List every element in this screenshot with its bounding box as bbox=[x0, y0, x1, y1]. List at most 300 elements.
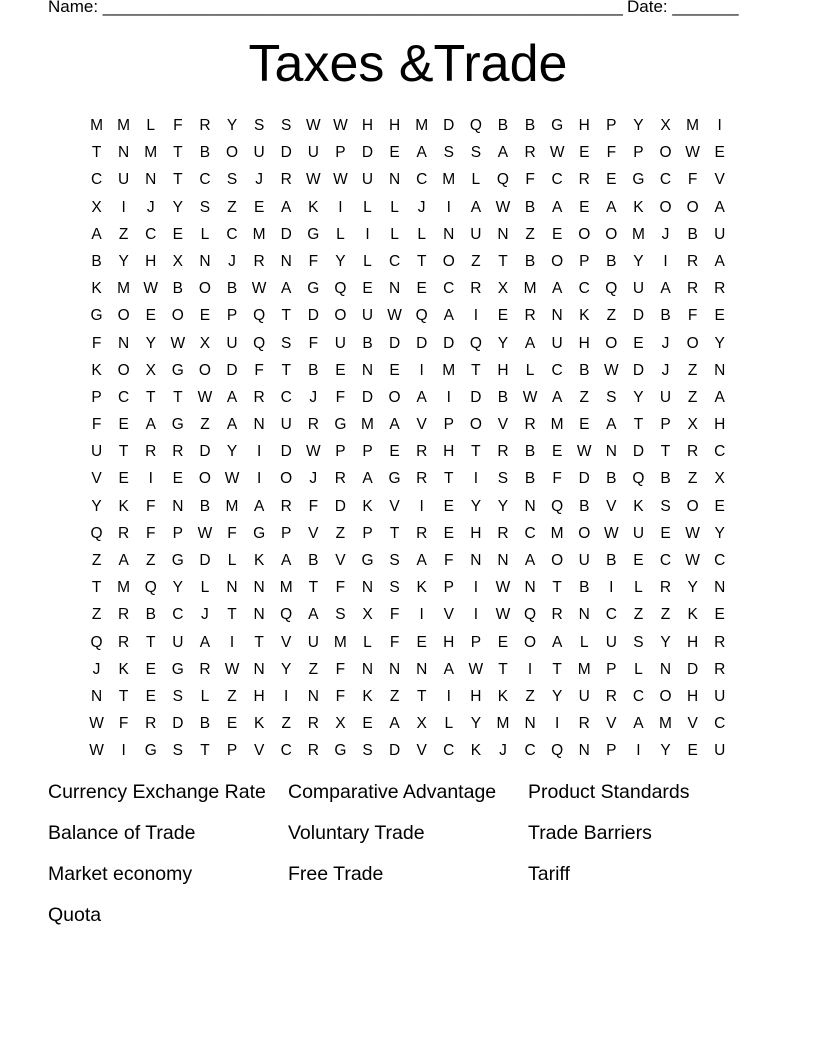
grid-letter: A bbox=[606, 416, 617, 434]
grid-letter: V bbox=[281, 633, 292, 651]
grid-letter: B bbox=[606, 252, 617, 270]
grid-letter: G bbox=[632, 171, 645, 189]
grid-letter: G bbox=[334, 416, 347, 434]
grid-letter: A bbox=[606, 198, 617, 216]
grid-letter: I bbox=[121, 198, 126, 216]
grid-letter: D bbox=[470, 388, 482, 406]
grid-letter: M bbox=[659, 715, 672, 733]
grid-letter: W bbox=[495, 606, 511, 624]
grid-letter: W bbox=[604, 524, 619, 542]
grid-letter: I bbox=[473, 470, 479, 488]
grid-letter: B bbox=[579, 361, 590, 379]
grid-letter: B bbox=[660, 470, 671, 488]
grid-letter: A bbox=[443, 307, 454, 325]
grid-letter: D bbox=[361, 144, 374, 162]
grid-letter: W bbox=[468, 660, 484, 678]
grid-letter: K bbox=[91, 361, 102, 379]
grid-letter: R bbox=[497, 443, 509, 461]
grid-letter: T bbox=[200, 742, 210, 760]
grid-letter: F bbox=[308, 252, 319, 270]
grid-letter: P bbox=[606, 660, 617, 678]
grid-letter: F bbox=[389, 633, 400, 651]
grid-letter: F bbox=[444, 552, 454, 569]
grid-letter: W bbox=[89, 742, 104, 760]
grid-letter: Q bbox=[551, 742, 564, 760]
grid-letter: K bbox=[118, 497, 129, 515]
grid-letter: M bbox=[361, 416, 374, 434]
grid-letter: Y bbox=[470, 497, 482, 515]
grid-letter: I bbox=[717, 117, 722, 134]
grid-letter: M bbox=[90, 117, 103, 134]
grid-letter: C bbox=[199, 171, 211, 189]
grid-letter: F bbox=[606, 144, 617, 162]
grid-letter: F bbox=[308, 334, 319, 352]
grid-letter: A bbox=[308, 606, 319, 624]
grid-letter: D bbox=[687, 660, 699, 678]
grid-letter: L bbox=[146, 117, 156, 134]
grid-letter: Z bbox=[118, 225, 129, 243]
grid-letter: Z bbox=[146, 552, 156, 569]
grid-letter: E bbox=[660, 524, 671, 542]
grid-letter: A bbox=[551, 280, 563, 298]
grid-letter: H bbox=[443, 443, 455, 461]
word-bank bbox=[48, 780, 768, 944]
grid-letter: M bbox=[415, 117, 429, 134]
grid-letter: Q bbox=[334, 280, 347, 298]
grid-letter: C bbox=[578, 280, 590, 298]
grid-letter: O bbox=[280, 470, 293, 488]
grid-letter: L bbox=[579, 633, 589, 651]
grid-letter: M bbox=[117, 280, 131, 298]
grid-letter: D bbox=[443, 117, 455, 134]
grid-letter: O bbox=[551, 552, 564, 569]
grid-letter: R bbox=[687, 443, 699, 461]
grid-letter: S bbox=[497, 470, 509, 488]
grid-letter: X bbox=[335, 715, 346, 733]
grid-letter: R bbox=[416, 524, 428, 542]
grid-letter: G bbox=[144, 742, 157, 760]
grid-letter: R bbox=[118, 524, 130, 542]
grid-letter: I bbox=[636, 742, 641, 760]
grid-letter: Y bbox=[118, 252, 129, 270]
grid-letter: Z bbox=[200, 416, 210, 434]
grid-letter: R bbox=[307, 416, 319, 434]
grid-letter: J bbox=[92, 660, 101, 678]
grid-letter: F bbox=[552, 470, 562, 488]
grid-letter: G bbox=[388, 470, 401, 488]
grid-letter: N bbox=[578, 742, 590, 760]
grid-letter: Q bbox=[280, 606, 293, 624]
grid-letter: D bbox=[199, 552, 211, 569]
grid-letter: E bbox=[633, 334, 644, 352]
grid-letter: A bbox=[389, 715, 400, 733]
grid-letter: B bbox=[308, 361, 319, 379]
grid-letter: Z bbox=[579, 388, 589, 406]
grid-letter: I bbox=[419, 606, 424, 624]
grid-letter: Y bbox=[226, 117, 238, 134]
grid-letter: I bbox=[229, 633, 235, 651]
grid-letter: B bbox=[497, 388, 509, 406]
grid-letter: I bbox=[609, 579, 614, 597]
grid-letter: U bbox=[551, 334, 563, 352]
grid-letter: K bbox=[579, 307, 590, 325]
grid-letter: J bbox=[661, 334, 670, 352]
grid-letter: S bbox=[470, 144, 482, 162]
word-bank-item: Market economy bbox=[48, 863, 193, 885]
grid-letter: A bbox=[91, 225, 102, 243]
grid-letter: H bbox=[687, 633, 699, 651]
grid-letter: X bbox=[497, 280, 509, 298]
grid-letter: H bbox=[443, 633, 455, 651]
grid-letter: P bbox=[172, 524, 183, 542]
grid-letter: B bbox=[606, 552, 617, 569]
grid-letter: B bbox=[226, 280, 238, 298]
grid-letter: N bbox=[361, 660, 374, 678]
grid-letter: G bbox=[551, 117, 564, 134]
grid-letter: E bbox=[145, 307, 156, 325]
grid-letter: T bbox=[389, 524, 400, 542]
grid-letter: C bbox=[632, 687, 645, 705]
grid-letter: W bbox=[495, 198, 511, 216]
grid-letter: A bbox=[551, 198, 563, 216]
grid-letter: L bbox=[363, 252, 372, 270]
grid-letter: W bbox=[576, 443, 592, 461]
grid-letter: F bbox=[308, 497, 319, 515]
grid-letter: L bbox=[227, 552, 237, 569]
grid-letter: E bbox=[579, 198, 590, 216]
grid-letter: T bbox=[227, 606, 237, 624]
grid-letter: R bbox=[687, 252, 699, 270]
grid-letter: T bbox=[281, 361, 291, 379]
grid-letter: A bbox=[551, 633, 563, 651]
grid-letter: R bbox=[659, 579, 672, 597]
page-title: Taxes &Trade bbox=[248, 35, 568, 93]
grid-letter: H bbox=[253, 687, 265, 705]
grid-letter: K bbox=[633, 497, 644, 515]
grid-letter: L bbox=[336, 225, 345, 243]
grid-letter: R bbox=[714, 633, 726, 651]
grid-letter: E bbox=[714, 606, 725, 624]
grid-letter: T bbox=[552, 579, 562, 597]
grid-letter: S bbox=[633, 633, 644, 651]
grid-letter: I bbox=[148, 470, 153, 488]
grid-letter: A bbox=[226, 416, 238, 434]
grid-letter: E bbox=[714, 497, 725, 515]
grid-letter: E bbox=[389, 144, 400, 162]
grid-letter: V bbox=[714, 171, 725, 189]
grid-letter: R bbox=[118, 633, 130, 651]
grid-letter: M bbox=[550, 524, 564, 542]
grid-letter: Y bbox=[687, 579, 698, 597]
grid-letter: C bbox=[280, 742, 292, 760]
grid-letter: V bbox=[416, 742, 427, 760]
grid-letter: C bbox=[551, 171, 563, 189]
grid-letter: F bbox=[173, 117, 183, 134]
grid-letter: R bbox=[307, 742, 319, 760]
grid-letter: B bbox=[524, 252, 536, 270]
grid-letter: N bbox=[497, 552, 509, 569]
word-bank-item: Comparative Advantage bbox=[288, 781, 497, 803]
grid-letter: T bbox=[146, 633, 156, 651]
grid-letter: B bbox=[497, 117, 509, 134]
grid-letter: Y bbox=[172, 198, 183, 216]
grid-letter: S bbox=[281, 117, 292, 134]
grid-letter: N bbox=[524, 715, 536, 733]
grid-letter: M bbox=[686, 117, 700, 134]
grid-letter: Z bbox=[227, 198, 237, 216]
grid-letter: T bbox=[91, 144, 102, 162]
grid-letter: Y bbox=[660, 742, 671, 760]
grid-letter: V bbox=[253, 742, 265, 760]
grid-letter: Q bbox=[90, 633, 103, 651]
grid-letter: S bbox=[226, 171, 238, 189]
grid-letter: C bbox=[714, 443, 726, 461]
grid-letter: B bbox=[660, 307, 671, 325]
grid-letter: A bbox=[281, 552, 292, 569]
grid-letter: B bbox=[524, 443, 536, 461]
word-bank-item: Quota bbox=[48, 904, 102, 926]
grid-letter: R bbox=[524, 144, 536, 162]
grid-letter: I bbox=[256, 470, 262, 488]
grid-letter: R bbox=[551, 606, 563, 624]
grid-letter: W bbox=[197, 524, 213, 542]
grid-letter: S bbox=[443, 144, 454, 162]
grid-letter: U bbox=[659, 388, 672, 406]
grid-letter: O bbox=[686, 198, 699, 216]
grid-letter: U bbox=[307, 633, 319, 651]
grid-letter: V bbox=[91, 470, 102, 488]
grid-letter: F bbox=[335, 579, 346, 597]
grid-letter: C bbox=[118, 388, 130, 406]
grid-letter: S bbox=[389, 579, 400, 597]
grid-letter: R bbox=[118, 606, 130, 624]
grid-letter: K bbox=[253, 552, 265, 569]
grid-letter: T bbox=[552, 660, 562, 678]
grid-letter: R bbox=[280, 171, 292, 189]
grid-letter: V bbox=[443, 606, 454, 624]
grid-letter: E bbox=[389, 361, 400, 379]
grid-letter: K bbox=[362, 497, 373, 515]
grid-letter: N bbox=[226, 579, 238, 597]
grid-letter: X bbox=[416, 715, 427, 733]
grid-letter: W bbox=[224, 470, 240, 488]
grid-letter: G bbox=[171, 552, 184, 569]
grid-letter: N bbox=[280, 252, 292, 270]
grid-letter: R bbox=[334, 470, 346, 488]
grid-letter: A bbox=[362, 470, 373, 488]
grid-letter: I bbox=[473, 606, 479, 624]
grid-letter: Z bbox=[281, 715, 291, 733]
grid-letter: Y bbox=[335, 252, 346, 270]
grid-letter: A bbox=[714, 252, 725, 270]
grid-letter: D bbox=[334, 497, 346, 515]
grid-letter: E bbox=[497, 307, 509, 325]
grid-letter: N bbox=[714, 361, 726, 379]
grid-letter: N bbox=[253, 579, 265, 597]
grid-letter: Y bbox=[145, 334, 156, 352]
grid-letter: J bbox=[309, 470, 318, 488]
grid-letter: T bbox=[281, 307, 291, 325]
grid-letter: T bbox=[173, 171, 183, 189]
grid-letter: N bbox=[443, 225, 455, 243]
word-bank-item: Balance of Trade bbox=[48, 822, 196, 844]
grid-letter: P bbox=[362, 524, 373, 542]
grid-letter: O bbox=[171, 307, 184, 325]
grid-letter: D bbox=[578, 470, 590, 488]
grid-letter: C bbox=[443, 280, 455, 298]
grid-letter: U bbox=[118, 171, 130, 189]
grid-letter: U bbox=[578, 687, 590, 705]
grid-letter: M bbox=[550, 416, 564, 434]
grid-letter: O bbox=[388, 388, 401, 406]
grid-letter: V bbox=[389, 497, 400, 515]
grid-letter: N bbox=[199, 252, 211, 270]
grid-letter: I bbox=[446, 687, 451, 705]
grid-letter: I bbox=[527, 660, 533, 678]
grid-letter: D bbox=[307, 307, 319, 325]
grid-letter: N bbox=[605, 443, 617, 461]
grid-letter: Y bbox=[714, 334, 725, 352]
grid-letter: U bbox=[714, 225, 726, 243]
grid-letter: C bbox=[714, 552, 726, 569]
grid-letter: N bbox=[524, 579, 536, 597]
grid-letter: Q bbox=[415, 307, 428, 325]
grid-letter: K bbox=[416, 579, 427, 597]
grid-letter: R bbox=[145, 715, 157, 733]
grid-letter: R bbox=[578, 171, 590, 189]
grid-letter: T bbox=[416, 252, 427, 270]
grid-letter: X bbox=[687, 416, 698, 434]
grid-letter: O bbox=[198, 361, 211, 379]
word-bank-item: Trade Barriers bbox=[528, 822, 652, 844]
grid-letter: K bbox=[91, 280, 102, 298]
grid-letter: Y bbox=[633, 252, 644, 270]
grid-letter: Y bbox=[281, 660, 292, 678]
grid-letter: U bbox=[361, 307, 374, 325]
grid-letter: D bbox=[388, 742, 401, 760]
grid-letter: O bbox=[442, 252, 455, 270]
grid-letter: T bbox=[146, 388, 156, 406]
grid-letter: C bbox=[388, 252, 401, 270]
grid-letter: U bbox=[632, 280, 645, 298]
grid-letter: N bbox=[578, 606, 590, 624]
grid-letter: Z bbox=[91, 606, 102, 624]
grid-letter: S bbox=[660, 497, 671, 515]
grid-letter: K bbox=[308, 198, 319, 216]
grid-letter: U bbox=[307, 144, 319, 162]
grid-letter: R bbox=[470, 280, 482, 298]
word-search-grid bbox=[83, 112, 733, 765]
grid-letter: G bbox=[307, 280, 320, 298]
grid-letter: Z bbox=[471, 252, 481, 270]
grid-letter: I bbox=[554, 715, 560, 733]
grid-letter: E bbox=[579, 144, 590, 162]
grid-letter: C bbox=[416, 171, 428, 189]
grid-letter: L bbox=[444, 715, 454, 733]
grid-letter: P bbox=[226, 307, 238, 325]
grid-letter: B bbox=[579, 497, 590, 515]
grid-letter: N bbox=[118, 334, 130, 352]
grid-letter: R bbox=[605, 687, 617, 705]
grid-letter: L bbox=[200, 687, 210, 705]
grid-letter: O bbox=[225, 144, 239, 162]
grid-letter: E bbox=[416, 280, 427, 298]
grid-letter: V bbox=[606, 497, 617, 515]
grid-letter: P bbox=[633, 144, 644, 162]
grid-letter: Y bbox=[470, 715, 482, 733]
grid-letter: Q bbox=[551, 497, 564, 515]
grid-letter: M bbox=[577, 660, 591, 678]
grid-letter: T bbox=[118, 687, 129, 705]
grid-letter: C bbox=[226, 225, 238, 243]
grid-letter: V bbox=[687, 715, 698, 733]
grid-letter: I bbox=[419, 497, 424, 515]
grid-letter: Y bbox=[660, 633, 671, 651]
grid-letter: N bbox=[145, 171, 157, 189]
grid-letter: E bbox=[118, 470, 129, 488]
grid-letter: F bbox=[146, 497, 156, 515]
grid-letter: P bbox=[335, 144, 346, 162]
grid-letter: A bbox=[714, 198, 725, 216]
grid-letter: Q bbox=[144, 579, 157, 597]
grid-letter: O bbox=[334, 307, 347, 325]
grid-letter: B bbox=[524, 117, 536, 134]
grid-letter: R bbox=[714, 660, 726, 678]
grid-letter: B bbox=[524, 470, 536, 488]
grid-letter: F bbox=[335, 660, 346, 678]
grid-letter: Q bbox=[496, 171, 509, 189]
grid-letter: Y bbox=[91, 497, 102, 515]
grid-letter: L bbox=[634, 579, 643, 597]
grid-letter: A bbox=[524, 552, 536, 569]
grid-letter: A bbox=[470, 198, 482, 216]
grid-letter: L bbox=[390, 198, 399, 216]
grid-letter: B bbox=[524, 198, 536, 216]
grid-letter: E bbox=[389, 443, 400, 461]
grid-letter: W bbox=[305, 443, 321, 461]
grid-letter: E bbox=[579, 416, 590, 434]
grid-letter: C bbox=[605, 606, 617, 624]
grid-letter: J bbox=[661, 225, 670, 243]
grid-letter: F bbox=[335, 687, 346, 705]
grid-letter: W bbox=[549, 144, 565, 162]
grid-letter: F bbox=[335, 388, 346, 406]
grid-letter: I bbox=[446, 198, 451, 216]
grid-letter: T bbox=[660, 443, 671, 461]
grid-letter: X bbox=[91, 198, 102, 216]
grid-letter: J bbox=[146, 198, 155, 216]
grid-letter: N bbox=[497, 225, 509, 243]
grid-letter: N bbox=[253, 606, 265, 624]
grid-letter: I bbox=[338, 198, 343, 216]
grid-letter: W bbox=[224, 660, 240, 678]
grid-letter: F bbox=[389, 606, 400, 624]
grid-letter: K bbox=[118, 660, 129, 678]
grid-letter: H bbox=[361, 117, 374, 134]
grid-letter: H bbox=[470, 524, 482, 542]
grid-letter: A bbox=[524, 334, 536, 352]
grid-letter: R bbox=[199, 117, 211, 134]
grid-letter: A bbox=[199, 633, 211, 651]
grid-letter: G bbox=[90, 307, 103, 325]
grid-letter: R bbox=[280, 497, 292, 515]
grid-letter: I bbox=[256, 443, 262, 461]
grid-letter: L bbox=[363, 198, 372, 216]
grid-letter: B bbox=[362, 334, 373, 352]
grid-letter: C bbox=[524, 742, 536, 760]
grid-letter: C bbox=[714, 715, 726, 733]
grid-letter: O bbox=[117, 307, 130, 325]
